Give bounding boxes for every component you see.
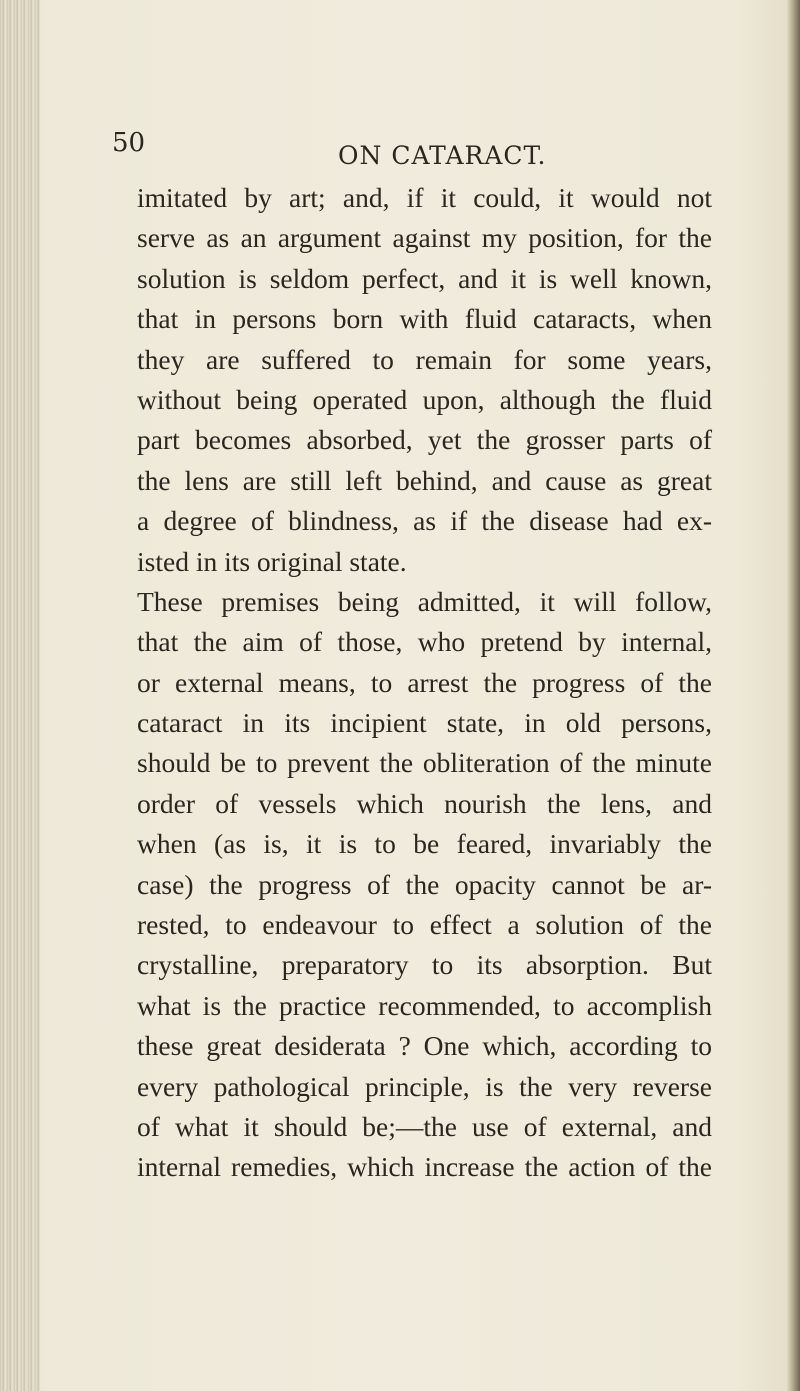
page-gutter <box>0 0 40 1391</box>
body-text <box>137 178 712 1188</box>
text-line: they are suffered to remain for some years, <box>137 343 712 375</box>
text-line: cataract in its incipient state, in old persons, <box>137 707 712 739</box>
text-line: what is the practice recommended, to accomplish <box>137 989 712 1021</box>
text-line: every pathological principle, is the very reverse <box>137 1070 712 1102</box>
page-edge <box>786 0 800 1391</box>
text-line: that the aim of those, who pretend by internal, <box>137 626 712 658</box>
text-line: a degree of blindness, as if the disease had ex- <box>137 505 712 537</box>
text-line: internal remedies, which increase the action of the <box>137 1151 712 1183</box>
page-number: 50 <box>112 128 146 158</box>
text-line: of what it should be;—the use of external, and <box>137 1110 712 1142</box>
text-line: these great desiderata ? One which, according to <box>137 1030 712 1062</box>
text-line: or external means, to arrest the progress of the <box>137 666 712 698</box>
text-line: part becomes absorbed, yet the grosser parts of <box>137 424 712 456</box>
text-line: when (as is, it is to be feared, invariably the <box>137 828 712 860</box>
text-line: the lens are still left behind, and cause as great <box>137 464 712 496</box>
text-line: that in persons born with fluid cataracts, when <box>137 303 712 335</box>
text-line: solution is seldom perfect, and it is well known, <box>137 262 712 294</box>
text-line: should be to prevent the obliteration of the minute <box>137 747 712 779</box>
text-line: crystalline, preparatory to its absorption. But <box>137 949 712 981</box>
text-line: These premises being admitted, it will follow, <box>137 585 712 617</box>
text-line: case) the progress of the opacity cannot be ar- <box>137 868 712 900</box>
running-head: ON CATARACT. <box>338 141 547 170</box>
text-line: without being operated upon, although the fluid <box>137 383 712 415</box>
text-line: isted in its original state. <box>137 545 407 577</box>
text-line: serve as an argument against my position, for the <box>137 222 712 254</box>
text-line: rested, to endeavour to effect a solution of the <box>137 909 712 941</box>
text-line: imitated by art; and, if it could, it would not <box>137 182 712 213</box>
text-line: order of vessels which nourish the lens, and <box>137 787 712 819</box>
